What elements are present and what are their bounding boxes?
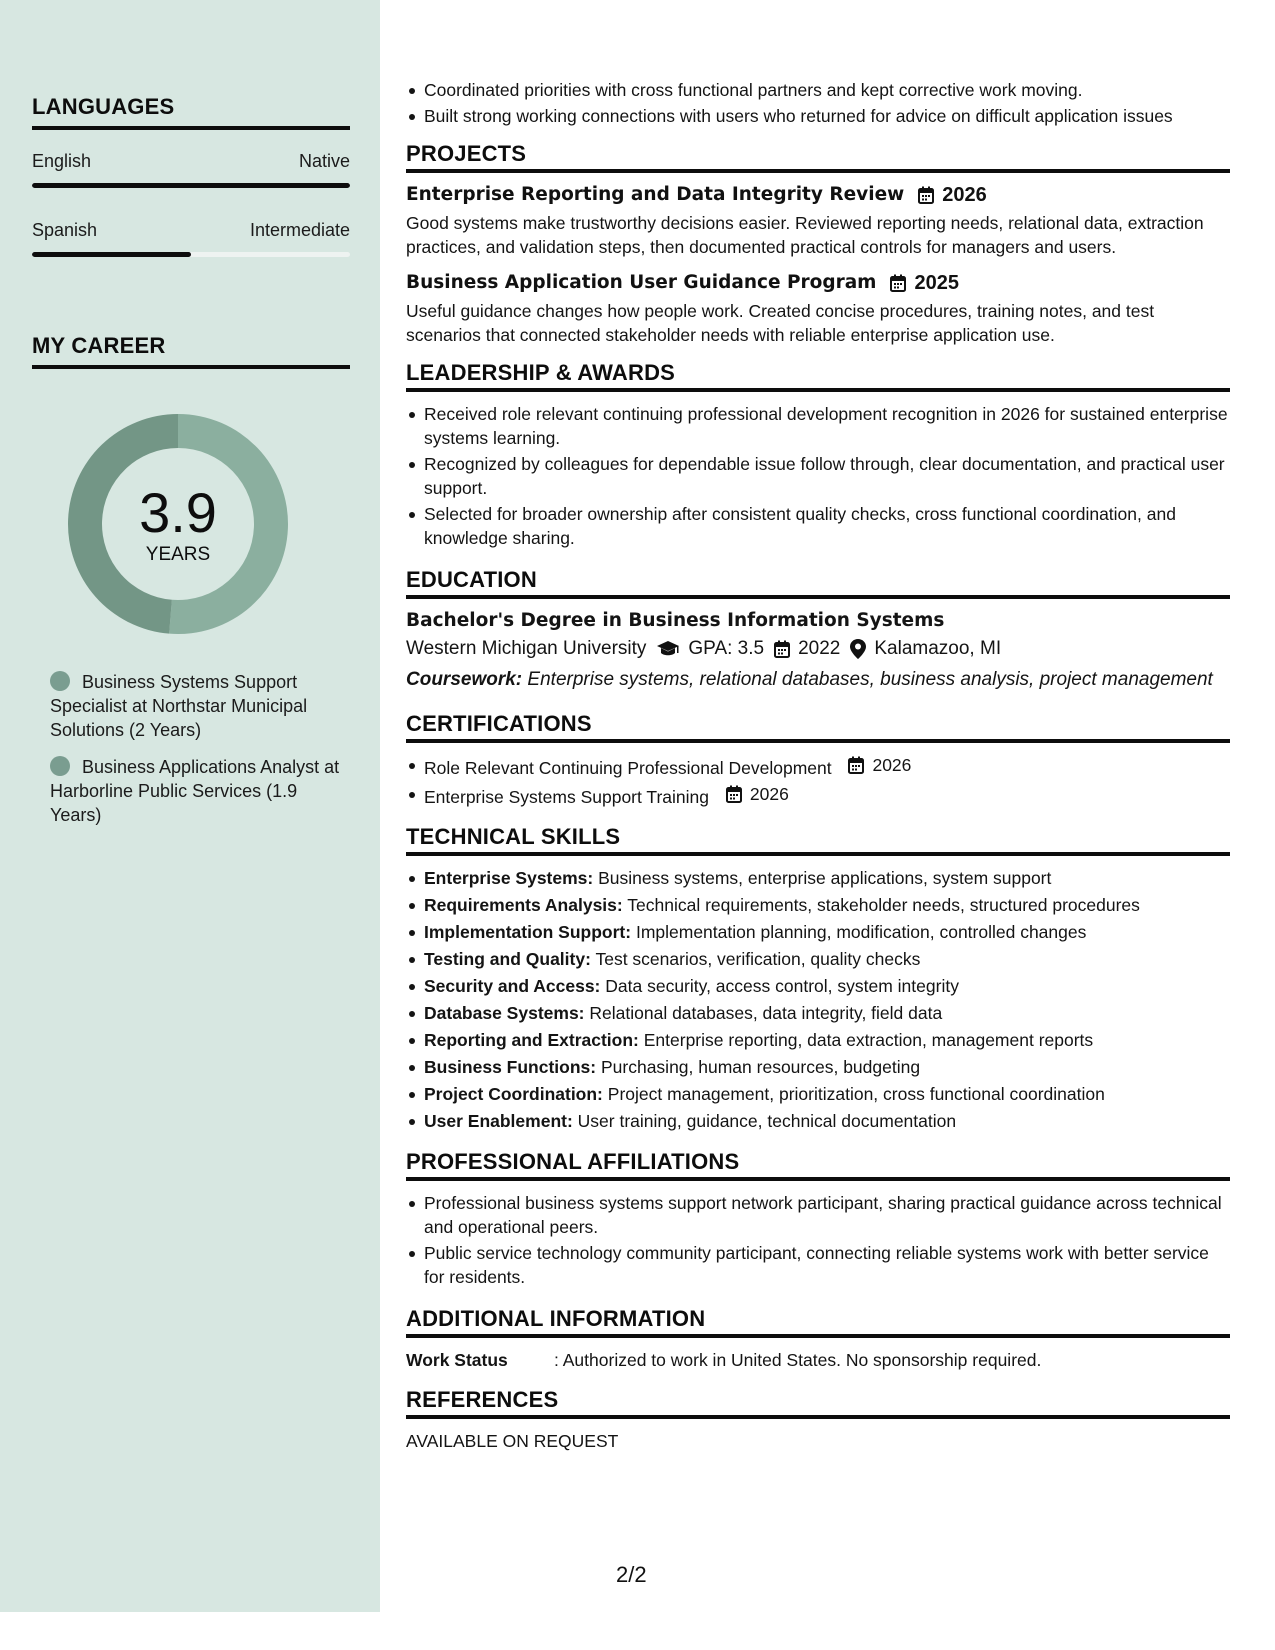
career-total-years: 3.9 — [139, 481, 217, 544]
language-bar-english — [32, 183, 350, 188]
project-year: 2026 — [942, 184, 987, 206]
education-degree: Bachelor's Degree in Business Information Systems — [406, 610, 945, 631]
skill-value: Technical requirements, stakeholder needs, structured procedures — [627, 895, 1140, 915]
career-list — [50, 670, 350, 840]
skill-item — [406, 1001, 1230, 1026]
skill-item — [406, 893, 1230, 918]
leadership-item: Selected for broader ownership after consistent quality checks, cross functional coordination, and knowledge sharing. — [406, 502, 1230, 550]
affiliation-item: Public service technology community participant, connecting reliable systems work with better service for residents. — [406, 1241, 1230, 1289]
career-dot-icon — [50, 756, 70, 776]
leadership-item: Recognized by colleagues for dependable issue follow through, clear documentation, and practical user support. — [406, 452, 1230, 500]
project-title — [406, 183, 1230, 207]
skill-category: Security and Access: — [424, 976, 601, 996]
skill-value: Project management, prioritization, cross functional coordination — [607, 1084, 1105, 1104]
coursework-text: Enterprise systems, relational databases, business analysis, project management — [527, 669, 1213, 690]
career-item — [50, 755, 350, 827]
education-school: Western Michigan University — [406, 638, 647, 659]
certification-item — [406, 753, 1230, 780]
skill-category: Enterprise Systems: — [424, 868, 594, 888]
graduation-cap-icon — [656, 640, 680, 658]
education-heading: EDUCATION — [406, 568, 1230, 599]
career-heading: MY CAREER — [32, 333, 350, 369]
certifications-list — [406, 753, 1230, 809]
location-pin-icon — [850, 639, 866, 659]
project-date — [918, 183, 987, 207]
certifications-heading: CERTIFICATIONS — [406, 712, 1230, 743]
affiliation-item: Professional business systems support network participant, sharing practical guidance across technical and operational peers. — [406, 1191, 1230, 1239]
coursework-label: Coursework: — [406, 669, 523, 690]
certification-date — [726, 782, 789, 806]
experience-bullets — [406, 78, 1230, 128]
affiliations-heading: PROFESSIONAL AFFILIATIONS — [406, 1150, 1230, 1181]
languages-heading: LANGUAGES — [32, 94, 350, 130]
projects-heading: PROJECTS — [406, 142, 1230, 173]
skill-value: User training, guidance, technical documentation — [577, 1111, 957, 1131]
language-row-english — [32, 151, 350, 172]
skill-item — [406, 974, 1230, 999]
certification-year: 2026 — [749, 784, 789, 804]
calendar-icon — [918, 186, 934, 204]
skill-category: Business Functions: — [424, 1057, 597, 1077]
skill-category: Implementation Support: — [424, 922, 632, 942]
skill-item — [406, 1082, 1230, 1107]
project-description: Good systems make trustworthy decisions easier. Reviewed reporting needs, relational data, extraction practices, and validation steps, then documented practical controls for managers and users. — [406, 213, 1204, 257]
skill-value: Test scenarios, verification, quality checks — [595, 949, 921, 969]
page-number: 2/2 — [616, 1562, 647, 1587]
career-item-text: Business Applications Analyst at Harborline Public Services (1.9 Years) — [50, 757, 340, 825]
sidebar — [0, 0, 380, 1612]
calendar-icon — [848, 756, 864, 774]
project-date — [890, 271, 959, 295]
certification-year: 2026 — [872, 755, 912, 775]
project-name: Business Application User Guidance Program — [406, 272, 877, 293]
language-name: English — [32, 151, 92, 171]
skills-heading: TECHNICAL SKILLS — [406, 825, 1230, 856]
skill-value: Data security, access control, system integrity — [605, 976, 959, 996]
language-level: Intermediate — [249, 220, 350, 240]
career-dot-icon — [50, 671, 70, 691]
affiliations-list — [406, 1191, 1230, 1289]
calendar-icon — [726, 785, 742, 803]
skill-item — [406, 1028, 1230, 1053]
main-content — [406, 78, 1230, 1453]
project-name: Enterprise Reporting and Data Integrity Review — [406, 184, 905, 205]
skills-list — [406, 866, 1230, 1134]
skill-category: Project Coordination: — [424, 1084, 603, 1104]
skill-item — [406, 947, 1230, 972]
skill-item — [406, 1055, 1230, 1080]
leadership-item: Received role relevant continuing professional development recognition in 2026 for sustained enterprise systems learning. — [406, 402, 1230, 450]
skill-value: Business systems, enterprise applications, system support — [598, 868, 1052, 888]
skill-category: Testing and Quality: — [424, 949, 591, 969]
work-status-label: Work Status — [406, 1350, 508, 1370]
project-year: 2025 — [914, 272, 959, 294]
language-bar-spanish — [32, 252, 350, 257]
certification-date — [848, 753, 911, 777]
certification-name: Enterprise Systems Support Training — [424, 787, 709, 807]
project-title — [406, 271, 1230, 295]
leadership-list — [406, 402, 1230, 550]
career-total-unit: YEARS — [145, 544, 211, 565]
skill-item — [406, 866, 1230, 891]
career-item-text: Business Systems Support Specialist at Northstar Municipal Solutions (2 Years) — [50, 672, 308, 740]
calendar-icon — [774, 640, 790, 658]
skill-category: Reporting and Extraction: — [424, 1030, 639, 1050]
certification-name: Role Relevant Continuing Professional Development — [424, 758, 832, 778]
education-location: Kalamazoo, MI — [874, 638, 1002, 659]
references-heading: REFERENCES — [406, 1388, 1230, 1419]
education-gpa: GPA: 3.5 — [688, 638, 765, 659]
work-status-value: : Authorized to work in United States. No sponsorship required. — [554, 1350, 1042, 1370]
additional-info-heading: ADDITIONAL INFORMATION — [406, 1307, 1230, 1338]
education-meta — [406, 637, 1230, 661]
skill-category: Database Systems: — [424, 1003, 585, 1023]
experience-bullet: Coordinated priorities with cross functional partners and kept corrective work moving. — [406, 78, 1230, 102]
skill-value: Relational databases, data integrity, field data — [589, 1003, 943, 1023]
skill-value: Purchasing, human resources, budgeting — [600, 1057, 921, 1077]
education-coursework — [406, 667, 1230, 692]
language-row-spanish — [32, 220, 350, 241]
references-text: AVAILABLE ON REQUEST — [406, 1431, 619, 1451]
language-name: Spanish — [32, 220, 98, 240]
leadership-heading: LEADERSHIP & AWARDS — [406, 361, 1230, 392]
certification-item — [406, 782, 1230, 809]
project-description: Useful guidance changes how people work. Created concise procedures, training notes, and test scenarios that connected stakeholder needs with reliable enterprise application use. — [406, 301, 1155, 345]
skill-category: Requirements Analysis: — [424, 895, 623, 915]
skill-value: Enterprise reporting, data extraction, management reports — [643, 1030, 1094, 1050]
language-bar-fill — [32, 252, 191, 257]
skill-value: Implementation planning, modification, controlled changes — [635, 922, 1087, 942]
education-year: 2022 — [798, 638, 841, 659]
skill-item — [406, 920, 1230, 945]
calendar-icon — [890, 274, 906, 292]
skill-item — [406, 1109, 1230, 1134]
experience-bullet: Built strong working connections with users who returned for advice on difficult application issues — [406, 104, 1230, 128]
language-level: Native — [298, 151, 350, 171]
language-bar-fill — [32, 183, 350, 188]
work-status-row — [406, 1348, 1230, 1372]
career-item — [50, 670, 350, 742]
skill-category: User Enablement: — [424, 1111, 573, 1131]
